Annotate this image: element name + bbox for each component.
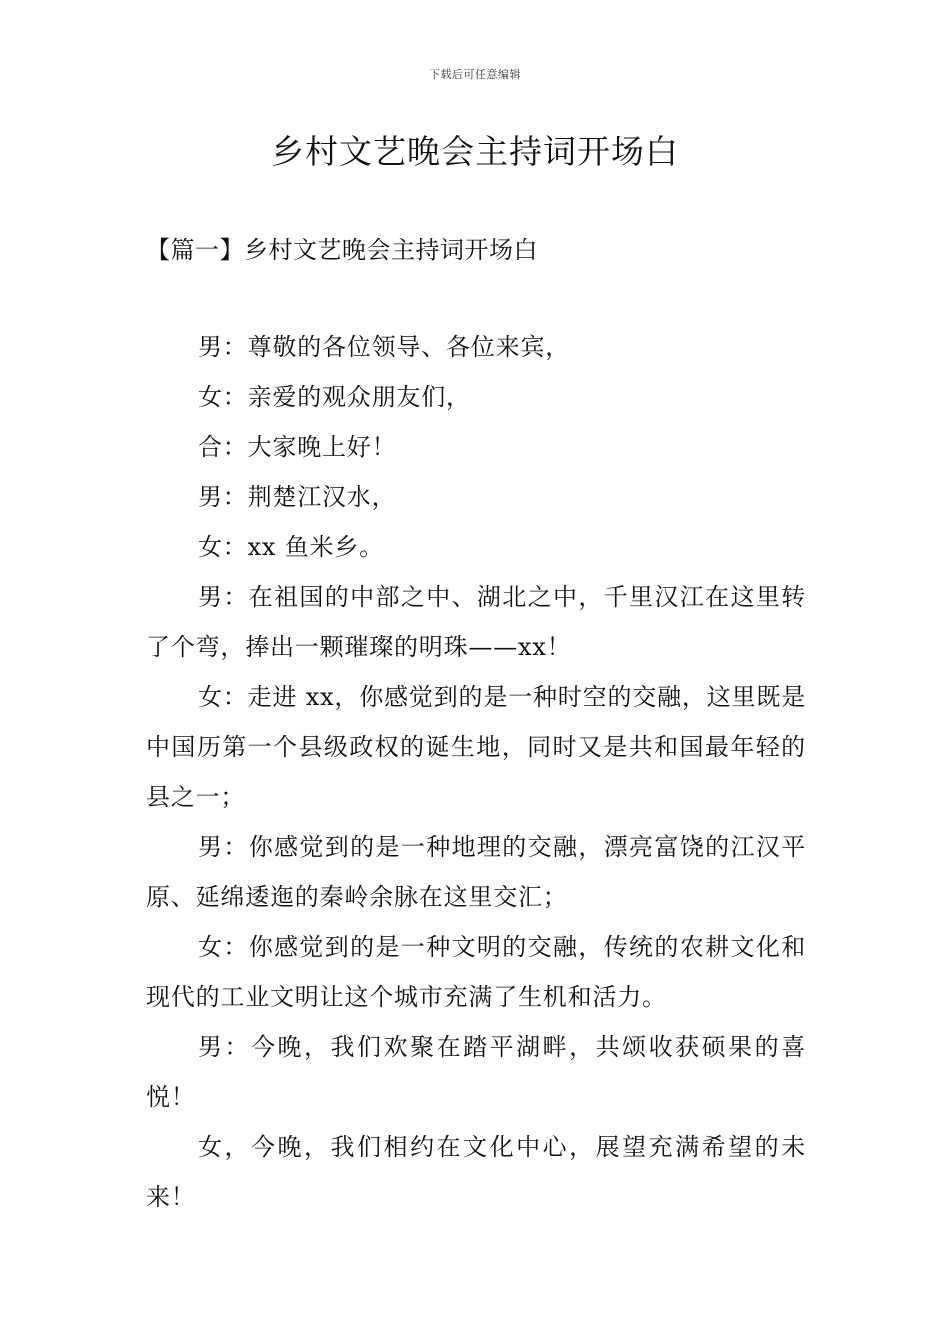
paragraph: 男：今晚，我们欢聚在踏平湖畔，共颂收获硕果的喜悦！ — [146, 1033, 806, 1111]
body-text — [146, 322, 806, 1222]
paragraph: 男：荆楚江汉水， — [198, 483, 397, 511]
paragraph: 女：你感觉到的是一种文明的交融，传统的农耕文化和现代的工业文明让这个城市充满了生机和活力。 — [146, 933, 806, 1011]
paragraph: 女：走进 xx，你感觉到的是一种时空的交融，这里既是中国历第一个县级政权的诞生地，同时又是共和国最年轻的县之一； — [146, 683, 806, 811]
paragraph: 合：大家晚上好！ — [198, 433, 397, 461]
paragraph: 男：在祖国的中部之中、湖北之中，千里汉江在这里转了个弯，捧出一颗璀璨的明珠——xx！ — [146, 583, 806, 661]
paragraph: 女：亲爱的观众朋友们， — [198, 383, 471, 411]
paragraph: 女，今晚，我们相约在文化中心，展望充满希望的未来！ — [146, 1133, 806, 1211]
document-title: 乡村文艺晚会主持词开场白 — [271, 132, 679, 171]
section-heading: 【篇一】乡村文艺晚会主持词开场白 — [146, 236, 538, 264]
paragraph: 女：xx 鱼米乡。 — [198, 533, 384, 561]
paragraph: 男：尊敬的各位领导、各位来宾， — [198, 333, 570, 361]
header-note: 下载后可任意编辑 — [429, 68, 521, 81]
paragraph: 男：你感觉到的是一种地理的交融，漂亮富饶的江汉平原、延绵逶迤的秦岭余脉在这里交汇； — [146, 833, 806, 911]
